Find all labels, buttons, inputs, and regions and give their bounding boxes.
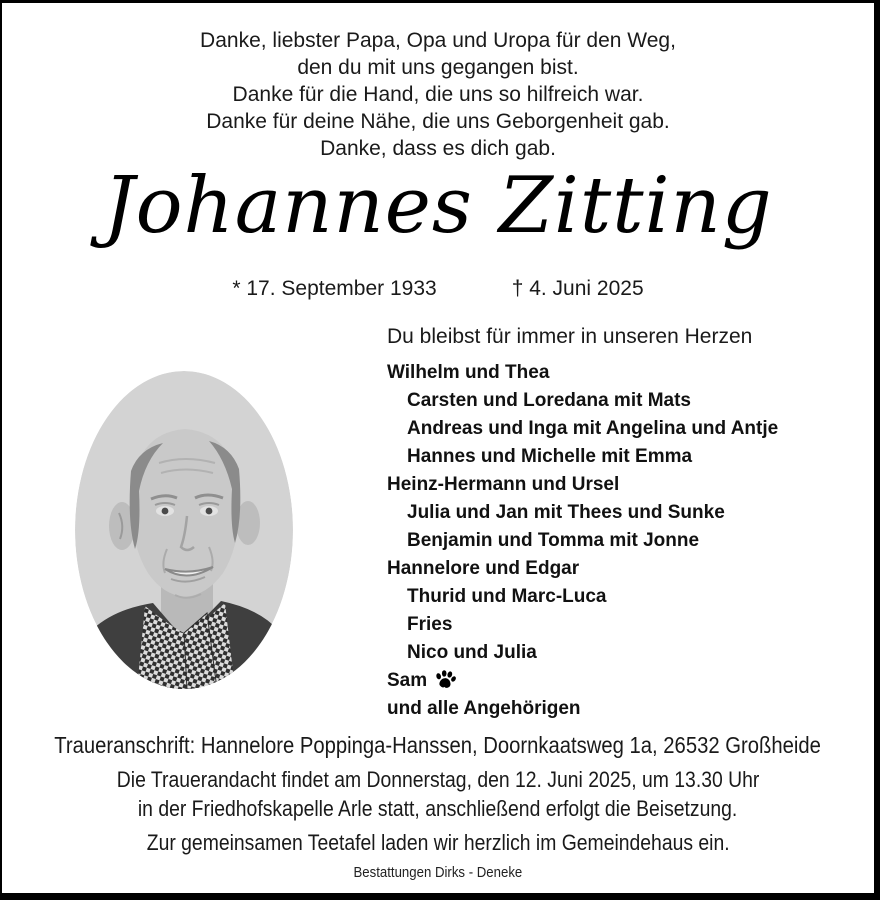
death-date: † 4. Juni 2025 [511, 277, 644, 300]
mourner-name: und alle Angehörigen [387, 698, 581, 719]
mourner-name: Fries [407, 614, 453, 635]
tea-invitation-text: Zur gemeinsamen Teetafel laden wir herzlich im Gemeindehaus ein. [146, 830, 730, 855]
mourner-name: Hannelore und Edgar [387, 558, 580, 579]
birth-date: * 17. September 1933 [232, 277, 437, 300]
mourner-line [387, 499, 857, 527]
tribute-line: Du bleibst für immer in unseren Herzen [387, 325, 753, 348]
service-details [2, 765, 874, 823]
portrait-oval-image [75, 371, 293, 689]
tea-invitation [2, 830, 874, 856]
mourner-line [387, 387, 857, 415]
mourner-line [387, 359, 857, 387]
mourner-name: Julia und Jan mit Thees und Sunke [407, 502, 725, 523]
mourner-line [387, 639, 857, 667]
mourner-line [387, 583, 857, 611]
mourners-list [387, 359, 857, 723]
mourner-line [387, 471, 857, 499]
thanks-line: den du mit uns gegangen bist. [297, 56, 579, 79]
thanks-line: Danke für die Hand, die uns so hilfreich war. [232, 83, 644, 106]
thanks-line: Danke für deine Nähe, die uns Geborgenheit gab. [206, 110, 670, 133]
mourner-line [387, 555, 857, 583]
mourning-address-text: Traueranschrift: Hannelore Poppinga-Hanssen, Doornkaatsweg 1a, 26532 Großheide [54, 732, 822, 758]
mourner-line [387, 527, 857, 555]
mourner-name: Hannes und Michelle mit Emma [407, 446, 693, 467]
mourner-line [387, 415, 857, 443]
mourner-line [387, 667, 857, 695]
mourner-line [387, 695, 857, 723]
paw-icon [433, 669, 458, 692]
funeral-home-text: Bestattungen Dirks - Deneke [353, 864, 523, 881]
mourner-name: Carsten und Loredana mit Mats [407, 390, 691, 411]
mourner-name: Nico und Julia [407, 642, 537, 663]
thanks-text [2, 27, 874, 162]
funeral-home-name [2, 864, 874, 881]
life-dates [2, 277, 874, 301]
mourner-name: Benjamin und Tomma mit Jonne [407, 530, 700, 551]
mourning-address [2, 732, 874, 759]
thanks-line: Danke, liebster Papa, Opa und Uropa für den Weg, [200, 29, 676, 52]
mourner-name: Wilhelm und Thea [387, 362, 550, 383]
mourner-name: Thurid und Marc-Luca [407, 586, 607, 607]
mourner-name: Sam [387, 670, 428, 691]
mourner-line [387, 443, 857, 471]
service-line: Die Trauerandacht findet am Donnerstag, den 12. Juni 2025, um 13.30 Uhr [116, 767, 760, 792]
deceased-portrait-photo [75, 371, 293, 689]
deceased-name: Johannes Zitting [103, 161, 773, 251]
thanks-line: Danke, dass es dich gab. [320, 137, 556, 160]
mourner-line [387, 611, 857, 639]
mourner-name: Andreas und Inga mit Angelina und Antje [407, 418, 779, 439]
service-line: in der Friedhofskapelle Arle statt, anschließend erfolgt die Beisetzung. [138, 796, 738, 821]
mourner-name: Heinz-Hermann und Ursel [387, 474, 620, 495]
